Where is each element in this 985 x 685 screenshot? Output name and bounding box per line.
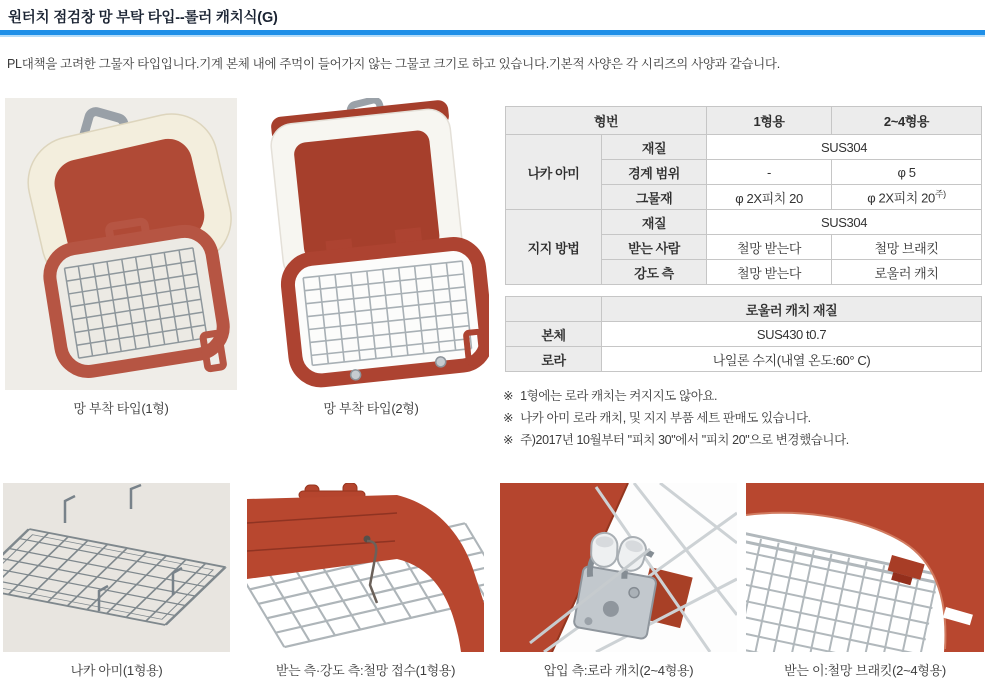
photo-naka-ami-illustration [3,483,230,652]
material-label: 본체 [506,322,602,347]
caption-mesh-bracket: 받는 이:철망 브래킷(2~4형용) [784,663,946,678]
material-value: SUS430 t0.7 [602,322,982,347]
note-marker-icon: ※ [503,411,514,425]
caption-type1: 망 부착 타입(1형) [73,401,169,416]
photo-mesh-type1 [5,98,237,390]
photo-naka-ami [3,483,230,652]
caption-roller-catch: 압입 측:로라 캐치(2~4형용) [543,663,694,678]
spec-value: 로울러 캐치 [832,260,982,285]
spec-value: φ 5 [832,160,982,185]
spec-value: φ 2X피치 20 [707,185,832,210]
photo-type1-illustration [5,98,237,390]
spec-value: - [707,160,832,185]
photo-mesh-bracket-illustration [746,483,984,652]
material-label: 로라 [506,347,602,372]
spec-label: 경계 범위 [602,160,707,185]
material-value: 나일론 수지(내열 온도:60° C) [602,347,982,372]
spec-value: SUS304 [707,135,982,160]
spec-table [505,106,982,285]
photo-mesh-type2 [253,98,489,390]
spec-label: 재질 [602,210,707,235]
spec-header-model: 형번 [506,107,707,135]
note-text: 나카 아미 로라 캐치, 및 지지 부품 세트 판매도 있습니다. [520,411,811,425]
spec-label: 재질 [602,135,707,160]
spec-value: 철망 받는다 [707,235,832,260]
material-table [505,296,982,372]
spec-label: 그물재 [602,185,707,210]
roller-left [591,532,618,567]
photo-mesh-bracket [746,483,984,652]
spec-label: 강도 측 [602,260,707,285]
spec-value [832,185,982,210]
photo-roller-catch [500,483,737,652]
spec-group-naka-ami: 나카 아미 [506,135,602,210]
note-item [503,385,983,407]
spec-label: 받는 사람 [602,235,707,260]
caption-mesh-receive: 받는 측·강도 측:철망 접수(1형용) [275,663,456,678]
note-text: 주)2017년 10월부터 "피치 30"에서 "피치 20"으로 변경했습니다. [520,433,849,447]
note-marker-icon: ※ [503,433,514,447]
spec-value: 철망 받는다 [707,260,832,285]
spec-value-text: φ 2X피치 20 [867,190,935,206]
caption-type2: 망 부착 타입(2형) [323,401,419,416]
material-header-blank [506,297,602,322]
photo-mesh-receive-illustration [247,483,484,652]
page-description: PL대책을 고려한 그물자 타입입니다.기계 본체 내에 주먹이 들어가지 않는 그물코 크기로 하고 있습니다.기본적 사양은 각 시리즈의 사양과 같습니다. [7,57,780,71]
note-text: 1형에는 로라 캐치는 켜지지도 않아요. [520,389,718,403]
notes-list [503,385,983,451]
photo-mesh-receive [247,483,484,652]
note-item [503,407,983,429]
spec-group-support: 지지 방법 [506,210,602,285]
note-item [503,429,983,451]
caption-naka-ami: 나카 아미(1형용) [70,663,163,678]
page-title: 원터치 점검창 망 부탁 타입--롤러 캐치식(G) [8,10,278,26]
note-marker-icon: ※ [503,389,514,403]
spec-header-type24: 2~4형용 [832,107,982,135]
spec-value: 철망 브래킷 [832,235,982,260]
spec-header-type1: 1형용 [707,107,832,135]
material-table-title: 로울러 캐치 재질 [602,297,982,322]
photo-type2-illustration [253,98,489,390]
spec-footnote-mark: 주) [934,189,946,200]
photo-roller-catch-illustration [500,483,737,652]
spec-value: SUS304 [707,210,982,235]
accent-divider [0,30,985,37]
